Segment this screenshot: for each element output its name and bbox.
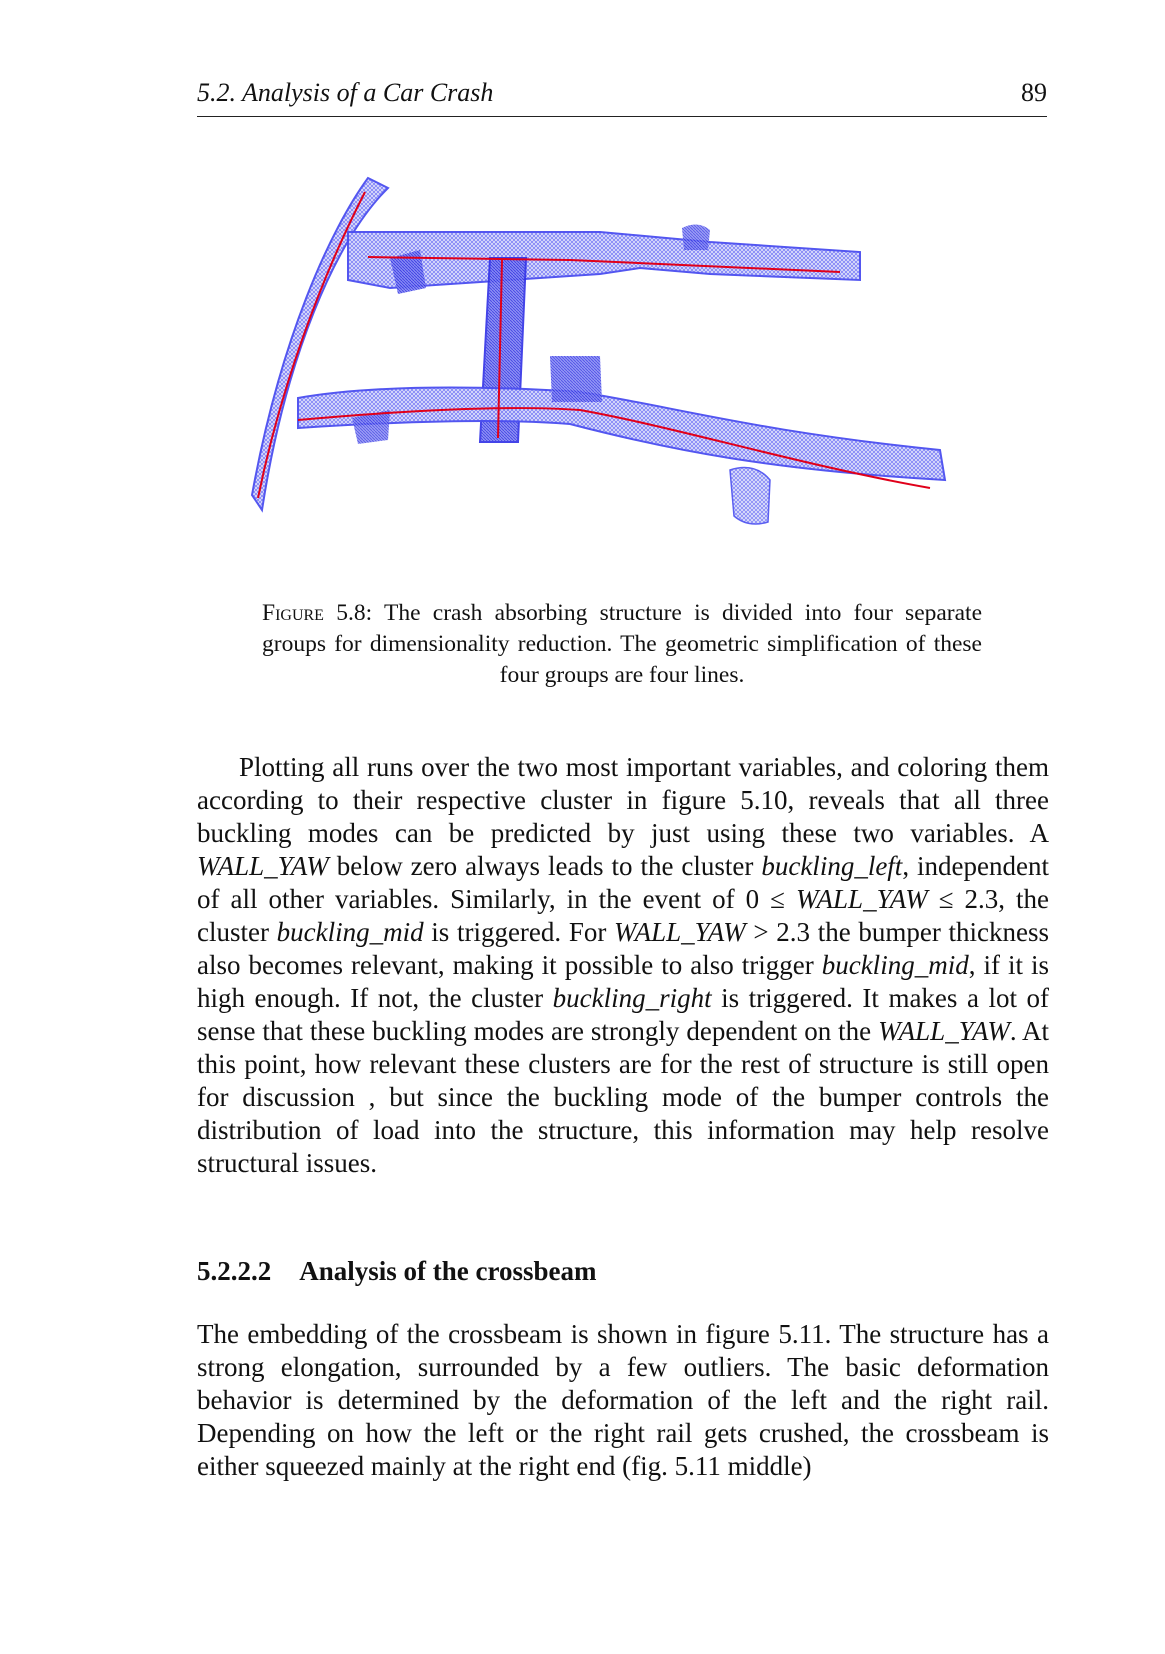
- body-paragraph-2: The embedding of the crossbeam is shown in figure 5.11. The structure has a strong elongation, surrounded by a few outliers. The basic deformation behavior is determined by the deformation of the left and the right rail. Depending on how the left or the right rail gets crushed, the crossbeam is either squeezed mainly at the right end (fig. 5.11 middle): [197, 1319, 1049, 1481]
- lower-rail-tab: [730, 468, 770, 524]
- p1-text-3: , independent of all other variables. Similarly, in the event of 0 ≤: [197, 851, 1049, 914]
- body-paragraph-1: [197, 751, 1049, 1180]
- running-header: [197, 76, 1047, 117]
- p1-text-2: below zero always leads to the cluster: [328, 851, 762, 881]
- section-number: 5.2.2.2: [197, 1256, 272, 1286]
- section-heading: [197, 1256, 597, 1287]
- bumper-mesh: [252, 178, 388, 510]
- upper-rail-mesh: [348, 232, 860, 288]
- p1-var-1: WALL_YAW: [197, 851, 329, 881]
- section-title: Analysis of the crossbeam: [299, 1256, 597, 1286]
- p1-text-8: is triggered. It makes a lot of sense that these buckling modes are strongly dependent on the: [197, 983, 1049, 1046]
- crash-structure-figure: [240, 170, 1020, 570]
- p1-text-7: , if it is high enough. If not, the cluster: [197, 950, 1049, 1013]
- lower-rail-mesh: [298, 388, 945, 481]
- figure-caption-text: The crash absorbing structure is divided into four separate groups for dimensionality reduction. The geometric simplification of these four groups are four lines.: [262, 600, 983, 688]
- p1-text-5: is triggered. For: [423, 917, 614, 947]
- p1-text-1: Plotting all runs over the two most important variables, and coloring them according to their respective cluster in figure 5.10, reveals that all three buckling modes can be predicted by just using these two variables. A: [197, 752, 1049, 848]
- figure-label: Figure 5.8:: [262, 600, 373, 626]
- p1-text-4: ≤ 2.3, the cluster: [197, 884, 1049, 947]
- p1-text-6: > 2.3 the bumper thickness also becomes relevant, making it possible to also trigger: [197, 917, 1049, 980]
- p1-var-3: WALL_YAW: [795, 884, 928, 914]
- p1-text-9: . At this point, how relevant these clusters are for the rest of structure is still open for discussion , but since the buckling mode of the bumper controls the distribution of load into the structure, this information may help resolve structural issues.: [197, 1016, 1049, 1178]
- p1-var-7: buckling_right: [552, 983, 712, 1013]
- header-title: 5.2. Analysis of a Car Crash: [197, 78, 494, 107]
- p1-var-8: WALL_YAW: [878, 1016, 1010, 1046]
- crash-structure-drawing: [240, 170, 1020, 570]
- lower-rail-box: [550, 356, 602, 402]
- upper-rail-tab: [682, 224, 710, 250]
- p1-var-4: buckling_mid: [276, 917, 424, 947]
- p1-var-6: buckling_mid: [821, 950, 969, 980]
- page-number: 89: [1021, 78, 1047, 107]
- p1-var-5: WALL_YAW: [614, 917, 746, 947]
- p1-var-2: buckling_left: [761, 851, 903, 881]
- figure-caption: [262, 598, 982, 691]
